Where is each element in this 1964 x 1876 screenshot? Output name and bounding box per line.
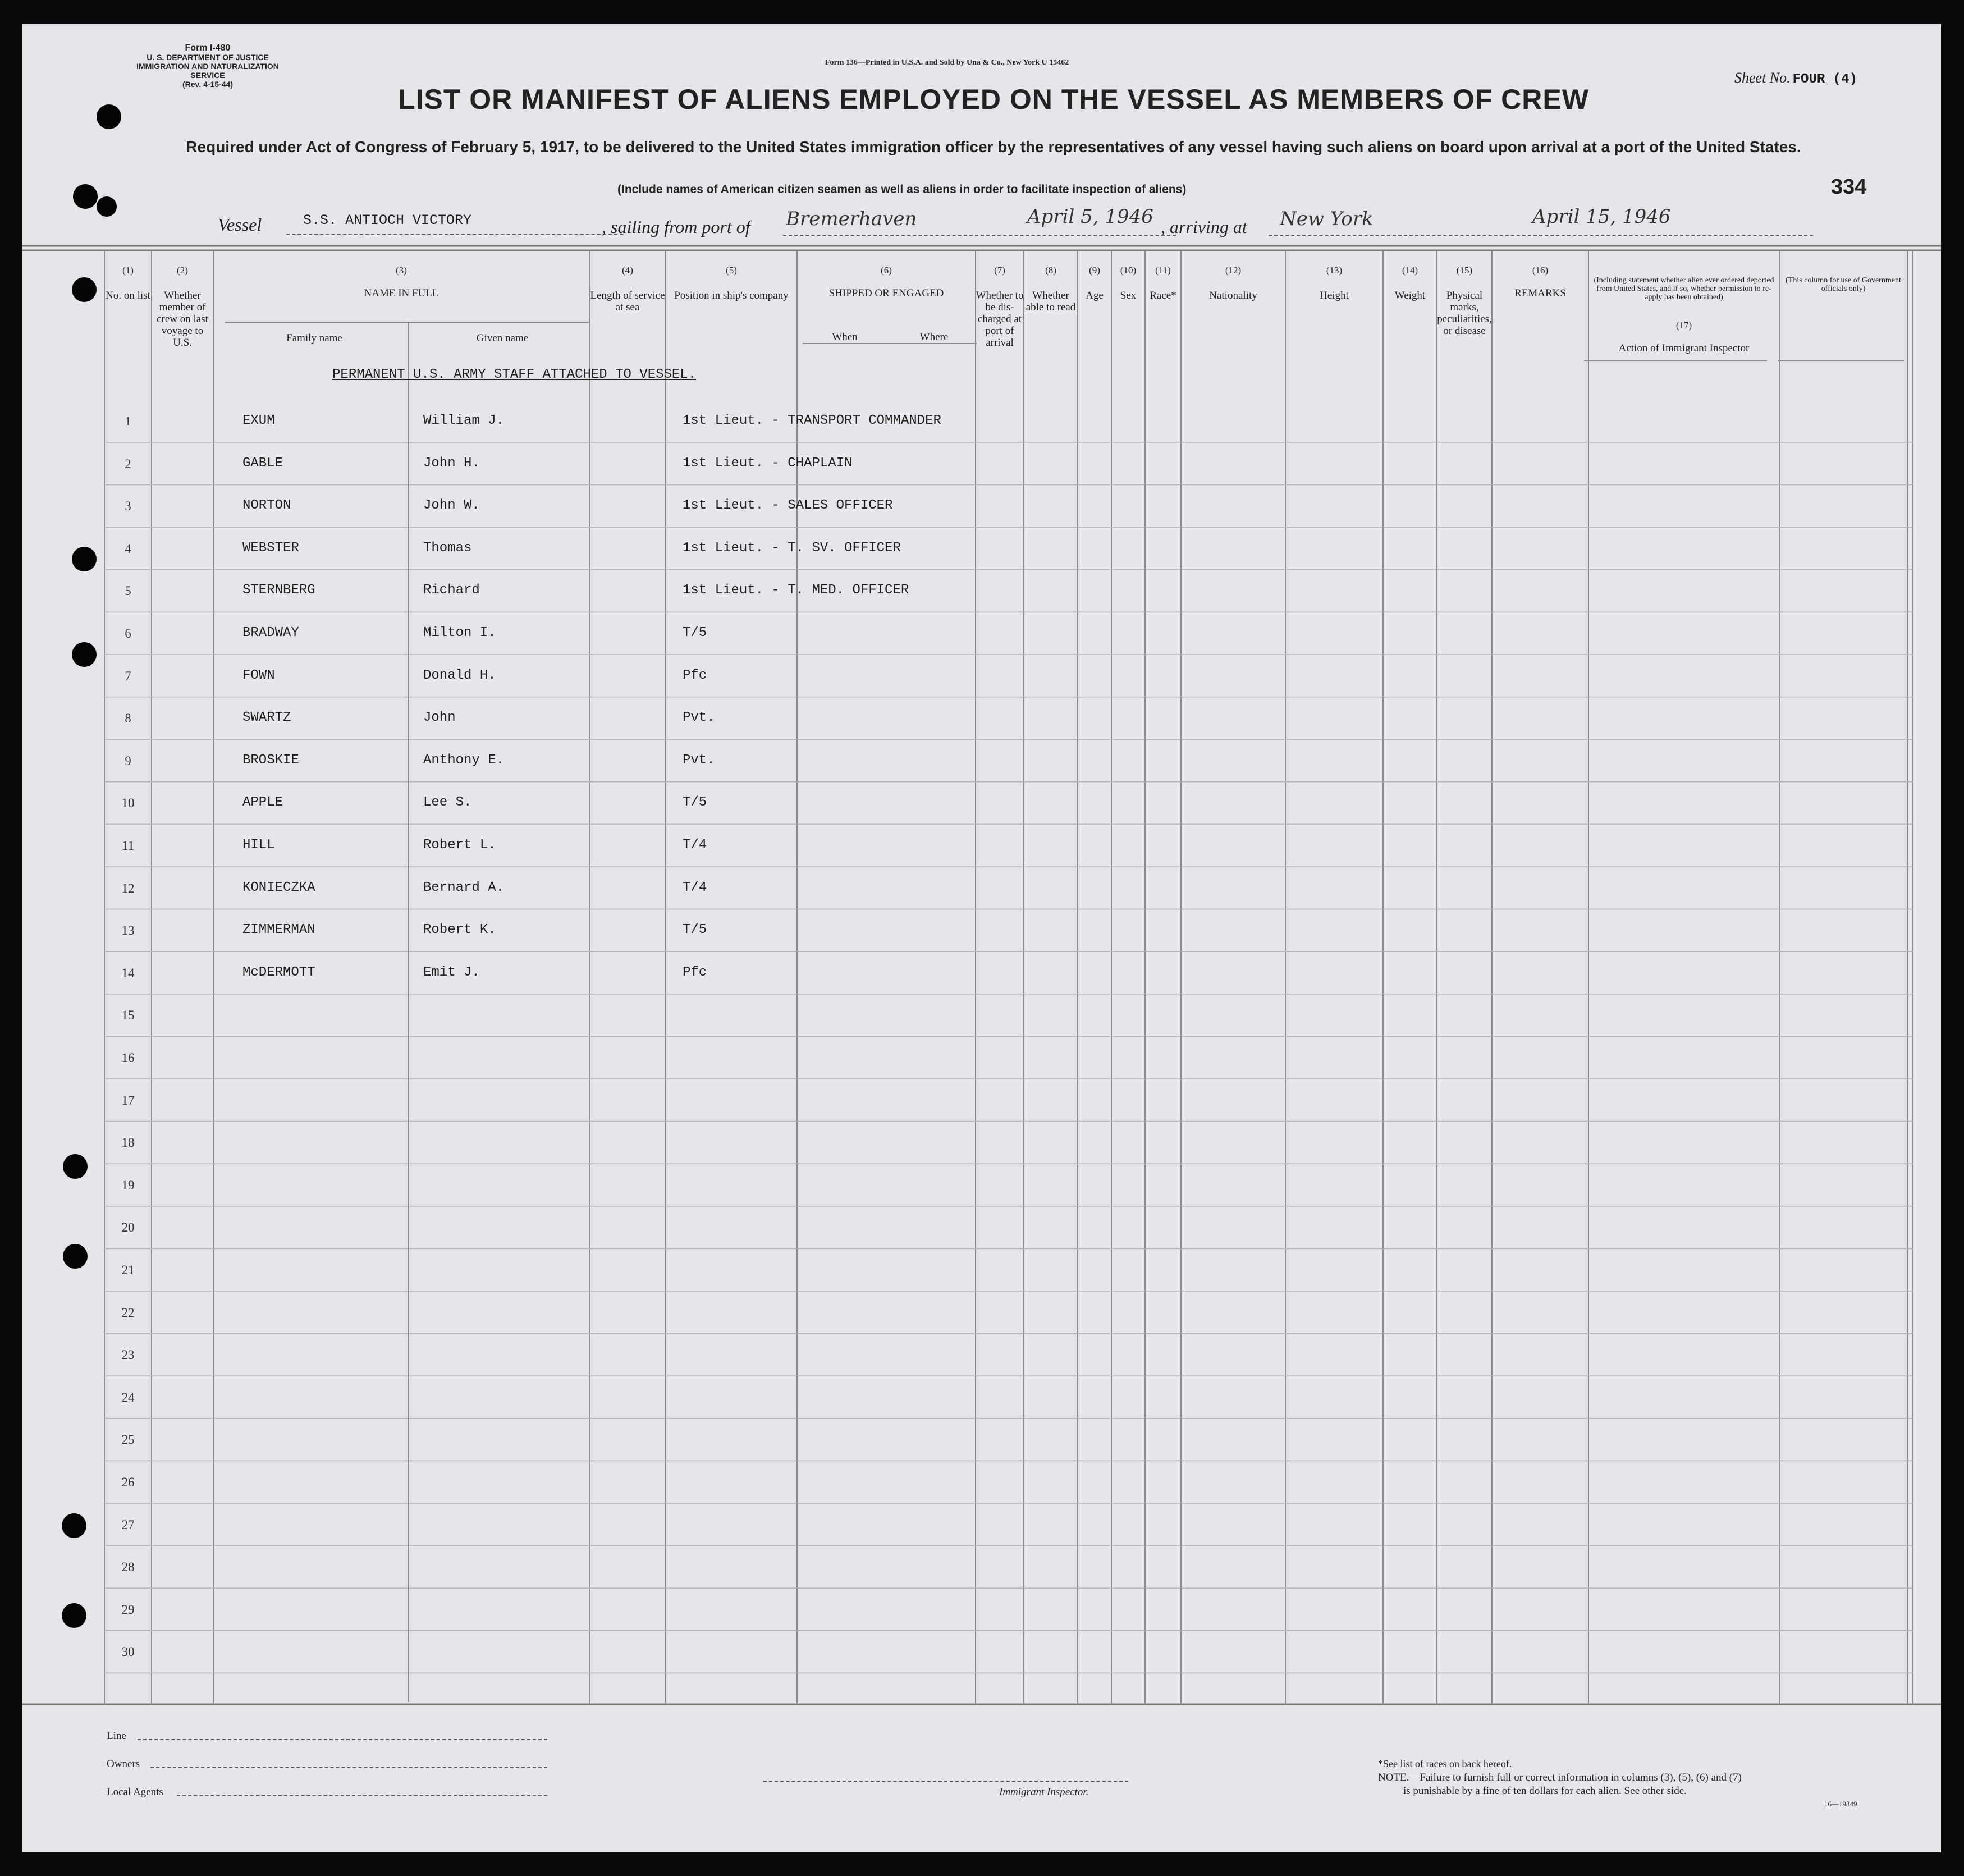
position: 1st Lieut. - T. MED. OFFICER	[683, 583, 909, 598]
column-number: (1)	[122, 265, 134, 276]
given-name: Donald H.	[423, 667, 496, 683]
column-number: (9)	[1089, 265, 1100, 276]
form-code: 16—19349	[1824, 1800, 1857, 1808]
column-label: Height	[1320, 290, 1349, 301]
family-name: BROSKIE	[242, 752, 299, 768]
row-number: 29	[121, 1602, 135, 1617]
column-header	[1588, 265, 1779, 301]
row-number: 19	[121, 1178, 135, 1192]
family-name: McDERMOTT	[242, 964, 315, 980]
column-label: Nationality	[1209, 290, 1257, 301]
family-name: HILL	[242, 838, 275, 853]
column-header	[247, 332, 382, 344]
position: T/4	[683, 880, 707, 895]
column-header	[1383, 265, 1437, 301]
footer-agents-label: Local Agents	[107, 1786, 163, 1798]
column-label: Position in ship's company	[674, 290, 789, 301]
position: T/5	[683, 625, 707, 640]
column-header	[976, 265, 1024, 349]
given-name: John	[423, 710, 456, 726]
family-name: FOWN	[242, 667, 275, 683]
column-header	[1145, 265, 1181, 301]
table-row	[22, 1007, 1941, 1029]
punch-hole	[63, 1154, 88, 1179]
position: T/5	[683, 922, 707, 938]
punch-hole	[72, 277, 97, 302]
family-name: BRADWAY	[242, 625, 299, 640]
row-number: 4	[125, 541, 131, 556]
row-number: 9	[125, 753, 131, 768]
column-header	[797, 265, 976, 299]
row-number: 11	[121, 839, 135, 853]
column-number: (7)	[994, 265, 1005, 276]
position: Pfc	[683, 667, 707, 683]
column-label: Weight	[1394, 290, 1426, 301]
column-header	[1779, 265, 1907, 293]
fine-note-cont: is punishable by a fine of ten dollars for each alien. See other side.	[1403, 1785, 1687, 1797]
footer-line-label: Line	[107, 1730, 126, 1742]
arrival-port: New York	[1280, 208, 1374, 230]
agents-field[interactable]	[177, 1795, 547, 1796]
column-label: NAME IN FULL	[364, 287, 439, 299]
table-row	[22, 795, 1941, 817]
sailing-label: , sailing from port of	[602, 217, 750, 237]
given-name: Lee S.	[423, 795, 472, 811]
family-name: KONIECZKA	[242, 880, 315, 895]
stamp-number: 334	[1831, 175, 1867, 199]
table-row	[22, 583, 1941, 605]
column-number: (14)	[1402, 265, 1418, 276]
column-header	[892, 331, 976, 343]
fine-note: NOTE.—Failure to furnish full or correct information in columns (3), (5), (6) and (7)	[1378, 1772, 1742, 1783]
column-number: (13)	[1326, 265, 1343, 276]
section-heading: PERMANENT U.S. ARMY STAFF ATTACHED TO VESSEL.	[332, 367, 697, 382]
subtitle: Required under Act of Congress of February 5, 1917, to be delivered to the United States immigration officer by the representatives of any vessel having such aliens on board upon arrival at a port of the United States.	[186, 138, 1801, 155]
row-number: 21	[121, 1263, 135, 1277]
position: Pvt.	[683, 710, 715, 726]
column-label: REMARKS	[1514, 287, 1566, 299]
column-label: Length of service at sea	[590, 290, 665, 313]
column-header	[1181, 265, 1285, 301]
given-name: Robert L.	[423, 838, 496, 853]
column-number: (15)	[1456, 265, 1473, 276]
position: Pfc	[683, 964, 707, 980]
column-number: (10)	[1120, 265, 1137, 276]
departure-date: April 5, 1946	[1027, 205, 1153, 228]
owners-field[interactable]	[150, 1767, 547, 1768]
column-label: Sex	[1120, 290, 1137, 301]
row-number: 16	[121, 1051, 135, 1065]
position: T/4	[683, 838, 707, 853]
port-of-departure: Bremerhaven	[786, 208, 917, 230]
given-name: Milton I.	[423, 625, 496, 640]
row-number: 2	[125, 456, 131, 471]
position: 1st Lieut. - SALES OFFICER	[683, 498, 893, 514]
revision: (Rev. 4-15-44)	[182, 80, 233, 89]
punch-hole	[97, 196, 117, 217]
position: 1st Lieut. - T. SV. OFFICER	[683, 540, 901, 556]
column-label: Where	[919, 331, 949, 343]
column-label: Whether member of crew on last voyage to U.S.	[157, 290, 208, 349]
column-label: Whether to be dis-charged at port of arrival	[976, 290, 1024, 349]
table-row	[22, 1602, 1941, 1624]
table-row	[22, 838, 1941, 860]
column-label: SHIPPED OR ENGAGED	[828, 287, 944, 299]
column-header	[1024, 265, 1078, 313]
family-name: ZIMMERMAN	[242, 922, 315, 938]
row-number: 10	[121, 796, 135, 811]
column-number: (11)	[1155, 265, 1171, 276]
row-number: 30	[121, 1645, 135, 1659]
table-row	[22, 413, 1941, 436]
row-number: 1	[125, 414, 131, 428]
row-number: 28	[121, 1560, 135, 1575]
column-number: (12)	[1225, 265, 1242, 276]
position: T/5	[683, 795, 707, 811]
page-title: LIST OR MANIFEST OF ALIENS EMPLOYED ON THE VESSEL AS MEMBERS OF CREW	[398, 84, 1589, 115]
column-label: Age	[1086, 290, 1104, 301]
position: Pvt.	[683, 752, 715, 768]
arrival-date: April 15, 1946	[1532, 205, 1671, 228]
column-header	[1111, 265, 1145, 301]
punch-hole	[73, 184, 98, 209]
table-row	[22, 880, 1941, 903]
column-label: (This column for use of Government officials only)	[1786, 276, 1901, 293]
given-name: John W.	[423, 498, 480, 514]
given-name: William J.	[423, 413, 505, 428]
table-row	[22, 1431, 1941, 1454]
column-label: Physical marks, peculiarities, or disease	[1437, 290, 1492, 337]
column-number: (3)	[396, 265, 407, 276]
include-note: (Include names of American citizen seamen as well as aliens in order to facilitate inspection of aliens)	[617, 183, 1187, 196]
table-row	[22, 1092, 1941, 1115]
row-number: 25	[121, 1433, 135, 1447]
punch-hole	[63, 1244, 88, 1269]
column-label: No. on list	[106, 290, 150, 301]
table-row	[22, 710, 1941, 733]
table-row	[22, 753, 1941, 775]
table-row	[22, 1262, 1941, 1284]
column-number: (4)	[622, 265, 633, 276]
table-row	[22, 668, 1941, 690]
row-number: 13	[121, 923, 135, 938]
family-name: EXUM	[242, 413, 275, 428]
column-label: Whether able to read	[1026, 290, 1076, 313]
row-number: 3	[125, 499, 131, 514]
position: 1st Lieut. - TRANSPORT COMMANDER	[683, 413, 941, 428]
column-label: When	[832, 331, 858, 343]
printer-note: Form 136—Printed in U.S.A. and Sold by Una & Co., New York U 15462	[825, 58, 1069, 67]
row-number: 14	[121, 966, 135, 980]
table-row	[22, 1177, 1941, 1200]
arriving-label: , arriving at	[1161, 217, 1247, 237]
column-header	[666, 265, 797, 301]
inspector-label: Immigrant Inspector.	[999, 1786, 1089, 1798]
column-number: (6)	[881, 265, 892, 276]
sheet-value: FOUR (4)	[1792, 72, 1857, 87]
row-number: 6	[125, 626, 131, 640]
row-number: 26	[121, 1475, 135, 1489]
row-number: 18	[121, 1136, 135, 1150]
column-number: (2)	[177, 265, 188, 276]
column-number: (17)	[1675, 320, 1692, 331]
family-name: GABLE	[242, 455, 283, 471]
column-header	[803, 331, 887, 343]
row-number: 5	[125, 584, 131, 598]
table-row	[22, 625, 1941, 648]
column-label: Action of Immigrant Inspector	[1618, 342, 1750, 354]
punch-hole	[72, 642, 97, 667]
punch-hole	[62, 1603, 86, 1628]
given-name: Robert K.	[423, 922, 496, 938]
family-name: SWARTZ	[242, 710, 291, 726]
given-name: Emit J.	[423, 964, 480, 980]
punch-hole	[72, 547, 97, 571]
table-row	[22, 1050, 1941, 1072]
department: U. S. DEPARTMENT OF JUSTICE	[147, 53, 269, 62]
service-name: IMMIGRATION AND NATURALIZATION SERVICE	[136, 62, 279, 80]
table-row	[22, 1219, 1941, 1242]
sheet-label: Sheet No.	[1734, 70, 1791, 86]
table-row	[22, 1644, 1941, 1666]
row-number: 7	[125, 669, 131, 683]
table-row	[22, 1134, 1941, 1157]
punch-hole	[62, 1513, 86, 1538]
column-label: Given name	[476, 332, 529, 344]
vessel-name: S.S. ANTIOCH VICTORY	[303, 212, 472, 228]
column-header	[1078, 265, 1111, 301]
table-row	[22, 498, 1941, 520]
family-name: STERNBERG	[242, 583, 315, 598]
table-row	[22, 1389, 1941, 1412]
column-header	[152, 265, 213, 349]
footer-owners-label: Owners	[107, 1758, 140, 1770]
column-number: (16)	[1532, 265, 1549, 276]
column-header	[589, 265, 666, 313]
given-name: Richard	[423, 583, 480, 598]
row-number: 23	[121, 1348, 135, 1362]
given-name: Thomas	[423, 540, 472, 556]
given-name: Bernard A.	[423, 880, 505, 895]
column-header	[415, 332, 589, 344]
table-row	[22, 541, 1941, 563]
table-row	[22, 1305, 1941, 1327]
line-field[interactable]	[138, 1739, 547, 1740]
column-number: (5)	[726, 265, 737, 276]
row-number: 8	[125, 711, 131, 726]
column-header	[1588, 320, 1779, 354]
given-name: John H.	[423, 455, 480, 471]
races-note: *See list of races on back hereof.	[1378, 1758, 1512, 1769]
column-header	[1285, 265, 1383, 301]
row-number: 22	[121, 1305, 135, 1320]
given-name: Anthony E.	[423, 752, 505, 768]
table-row	[22, 1559, 1941, 1581]
inspector-signature-line[interactable]	[763, 1781, 1128, 1782]
family-name: NORTON	[242, 498, 291, 514]
table-row	[22, 922, 1941, 945]
column-label: Family name	[286, 332, 342, 344]
table-row	[22, 1517, 1941, 1539]
position: 1st Lieut. - CHAPLAIN	[683, 455, 853, 471]
manifest-sheet	[22, 24, 1941, 1852]
column-header	[1437, 265, 1492, 337]
column-header	[213, 265, 589, 299]
column-number: (8)	[1045, 265, 1056, 276]
column-label: Race*	[1150, 290, 1176, 301]
row-number: 12	[121, 881, 135, 895]
family-name: APPLE	[242, 795, 283, 811]
table-row	[22, 1347, 1941, 1369]
column-header	[1492, 265, 1588, 299]
row-number: 27	[121, 1517, 135, 1532]
row-number: 15	[121, 1008, 135, 1023]
table-row	[22, 1474, 1941, 1497]
row-number: 24	[121, 1390, 135, 1404]
form-number: Form I-480	[185, 43, 231, 53]
family-name: WEBSTER	[242, 540, 299, 556]
table-row	[22, 965, 1941, 987]
column-label: (Including statement whether alien ever ordered deported from United States, and if so, whether permission to re-apply has been obtained)	[1594, 276, 1774, 301]
column-header	[104, 265, 152, 301]
vessel-label: Vessel	[218, 214, 262, 235]
table-row	[22, 456, 1941, 478]
row-number: 20	[121, 1220, 135, 1235]
row-number: 17	[121, 1093, 135, 1108]
punch-hole	[97, 104, 121, 129]
